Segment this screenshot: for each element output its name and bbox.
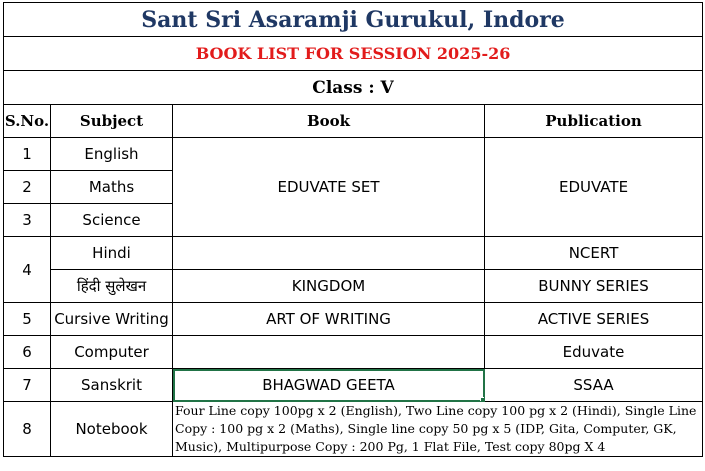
- sno-cell[interactable]: 4: [4, 237, 51, 303]
- subject-cell[interactable]: Computer: [51, 336, 173, 369]
- publication-cell[interactable]: Eduvate: [485, 336, 703, 369]
- table-row: [4, 237, 703, 270]
- book-cell[interactable]: EDUVATE SET: [173, 138, 485, 237]
- subject-cell[interactable]: Hindi: [51, 237, 173, 270]
- book-cell[interactable]: KINGDOM: [173, 270, 485, 303]
- subject-cell[interactable]: Science: [51, 204, 173, 237]
- table-row: [4, 303, 703, 336]
- sno-cell[interactable]: 8: [4, 402, 51, 457]
- notebook-details-cell[interactable]: Four Line copy 100pg x 2 (English), Two Line copy 100 pg x 2 (Hindi), Single Line Copy : 100 pg x 2 (Maths), Single line copy 50 pg x 5 (IDP, Gita, Computer, GK, Music), Multipurpose Copy : 200 Pg, 1 Flat File, Test copy 80pg X 4: [173, 402, 703, 457]
- header-sno[interactable]: S.No.: [4, 105, 51, 138]
- header-publication[interactable]: Publication: [485, 105, 703, 138]
- book-cell[interactable]: [173, 336, 485, 369]
- sno-cell[interactable]: 7: [4, 369, 51, 402]
- selected-book-text: BHAGWAD GEETA: [262, 376, 395, 394]
- table-row: [4, 402, 703, 457]
- table-row: [4, 138, 703, 171]
- book-cell[interactable]: [173, 237, 485, 270]
- sno-cell[interactable]: 3: [4, 204, 51, 237]
- table-row: [4, 369, 703, 402]
- selected-book-cell[interactable]: [173, 369, 485, 402]
- table-row: [4, 336, 703, 369]
- sno-cell[interactable]: 1: [4, 138, 51, 171]
- school-name[interactable]: Sant Sri Asaramji Gurukul, Indore: [4, 3, 703, 37]
- subject-cell[interactable]: Sanskrit: [51, 369, 173, 402]
- publication-cell[interactable]: ACTIVE SERIES: [485, 303, 703, 336]
- sno-cell[interactable]: 5: [4, 303, 51, 336]
- book-list-table: [3, 2, 703, 457]
- header-subject[interactable]: Subject: [51, 105, 173, 138]
- publication-cell[interactable]: SSAA: [485, 369, 703, 402]
- subject-cell[interactable]: Maths: [51, 171, 173, 204]
- header-book[interactable]: Book: [173, 105, 485, 138]
- class-label[interactable]: Class : V: [4, 71, 703, 105]
- subject-cell[interactable]: हिंदी सुलेखन: [51, 270, 173, 303]
- publication-cell[interactable]: NCERT: [485, 237, 703, 270]
- publication-cell[interactable]: EDUVATE: [485, 138, 703, 237]
- book-list-sheet: [3, 2, 702, 457]
- table-row: [4, 270, 703, 303]
- sno-cell[interactable]: 6: [4, 336, 51, 369]
- book-cell[interactable]: ART OF WRITING: [173, 303, 485, 336]
- session-title[interactable]: BOOK LIST FOR SESSION 2025-26: [4, 37, 703, 71]
- sno-cell[interactable]: 2: [4, 171, 51, 204]
- fill-handle[interactable]: [480, 397, 485, 402]
- subject-cell[interactable]: English: [51, 138, 173, 171]
- subject-cell[interactable]: Cursive Writing: [51, 303, 173, 336]
- subject-cell[interactable]: Notebook: [51, 402, 173, 457]
- header-row: [4, 105, 703, 138]
- publication-cell[interactable]: BUNNY SERIES: [485, 270, 703, 303]
